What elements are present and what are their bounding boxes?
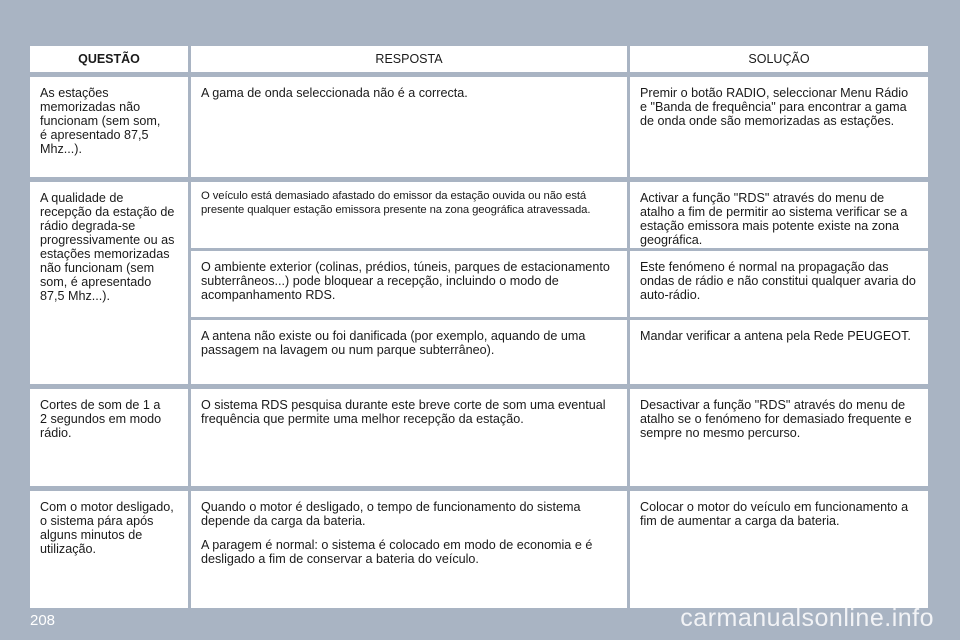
row-4-answer-paragraph-1: Quando o motor é desligado, o tempo de funcionamento do sistema depende da carga da bateria. <box>201 500 581 528</box>
row-4-question <box>30 491 188 608</box>
watermark: carmanualsonline.info <box>680 604 934 632</box>
row-2-answer-2 <box>191 251 627 317</box>
row-2-answer-1 <box>191 182 627 248</box>
row-3-question <box>30 389 188 486</box>
row-1-question <box>30 77 188 177</box>
row-2-solution-1 <box>630 182 928 248</box>
row-4-question-text: Com o motor desligado, o sistema pára após alguns minutos de utilização. <box>40 500 174 556</box>
row-4-answer <box>191 491 627 608</box>
row-1-question-text: As estações memorizadas não funcionam (sem som, é apresentado 87,5 Mhz...). <box>40 86 161 156</box>
row-2-solution-2-text: Este fenómeno é normal na propagação das ondas de rádio e não constitui qualquer avaria do auto-rádio. <box>640 260 916 302</box>
header-question: QUESTÃO <box>30 46 188 72</box>
row-2-question <box>30 182 188 384</box>
row-2-answer-3-text: A antena não existe ou foi danificada (por exemplo, aquando de uma passagem na lavagem ou num parque subterrâneo). <box>201 329 586 357</box>
row-2-solution-3 <box>630 320 928 384</box>
header-answer: RESPOSTA <box>191 46 627 72</box>
row-4-answer-paragraph-2: A paragem é normal: o sistema é colocado em modo de economia e é desligado a fim de conservar a bateria do veículo. <box>201 538 593 566</box>
row-1-answer <box>191 77 627 177</box>
row-3-question-text: Cortes de som de 1 a 2 segundos em modo rádio. <box>40 398 162 440</box>
row-2-answer-1-text: O veículo está demasiado afastado do emissor da estação ouvida ou não está presente qualquer estação emissora presente na zona geográfica atravessada. <box>201 190 591 216</box>
row-2-solution-1-text: Activar a função "RDS" através do menu de atalho a fim de permitir ao sistema verificar se a estação emissora mais potente existe na zona geográfica. <box>640 191 908 247</box>
row-3-solution-text: Desactivar a função "RDS" através do menu de atalho se o fenómeno for demasiado frequente e sempre no mesmo percurso. <box>640 398 912 440</box>
row-2-answer-2-text: O ambiente exterior (colinas, prédios, túneis, parques de estacionamento subterrâneos...) pode bloquear a recepção, incluindo o modo de acompanhamento RDS. <box>201 260 610 302</box>
row-3-answer <box>191 389 627 486</box>
page-number: 208 <box>30 612 56 629</box>
row-2-solution-3-text: Mandar verificar a antena pela Rede PEUGEOT. <box>640 329 911 343</box>
row-1-solution-text: Premir o botão RADIO, seleccionar Menu Rádio e "Banda de frequência" para encontrar a gama de onda onde são memorizadas as estações. <box>640 86 909 128</box>
row-4-solution <box>630 491 928 608</box>
header-solution: SOLUÇÃO <box>630 46 928 72</box>
row-1-answer-text: A gama de onda seleccionada não é a correcta. <box>201 86 468 100</box>
row-2-answer-3 <box>191 320 627 384</box>
row-2-question-text: A qualidade de recepção da estação de rádio degrada-se progressivamente ou as estações memorizadas não funcionam (sem som, é apresentado 87,5 Mhz...). <box>40 191 175 303</box>
row-3-answer-text: O sistema RDS pesquisa durante este breve corte de som uma eventual frequência que permite uma melhor recepção da estação. <box>201 398 606 426</box>
row-2-solution-2 <box>630 251 928 317</box>
row-3-solution <box>630 389 928 486</box>
row-4-solution-text: Colocar o motor do veículo em funcionamento a fim de aumentar a carga da bateria. <box>640 500 909 528</box>
row-1-solution <box>630 77 928 177</box>
